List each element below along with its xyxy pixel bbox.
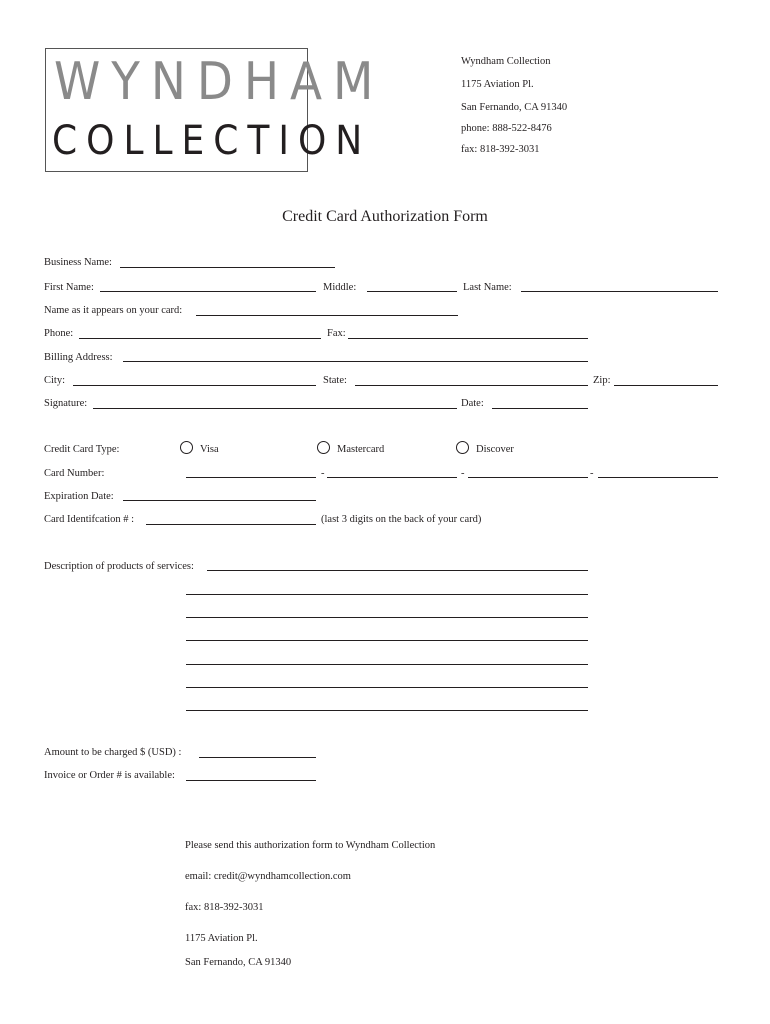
form-title: Credit Card Authorization Form [282, 208, 488, 225]
date-field[interactable] [492, 408, 588, 409]
header-address2: San Fernando, CA 91340 [461, 102, 568, 113]
date-label: Date: [461, 398, 484, 409]
name-on-card-field[interactable] [196, 315, 458, 316]
business-name-field[interactable] [120, 267, 335, 268]
billing-address-field[interactable] [123, 361, 588, 362]
card-number-group-2[interactable] [327, 477, 457, 478]
card-id-field[interactable] [146, 524, 316, 525]
zip-label: Zip: [593, 375, 611, 386]
description-line-3[interactable] [186, 617, 588, 618]
first-name-label: First Name: [44, 282, 94, 293]
logo-wordmark-bottom: COLLECTION [52, 118, 372, 164]
header-phone: phone: 888-522-8476 [461, 123, 552, 134]
description-label: Description of products of services: [44, 561, 194, 572]
city-label: City: [44, 375, 66, 386]
description-line-1[interactable] [207, 570, 588, 571]
card-type-label: Credit Card Type: [44, 444, 120, 455]
last-name-label: Last Name: [463, 282, 512, 293]
amount-field[interactable] [199, 757, 316, 758]
footer-address1: 1175 Aviation Pl. [185, 933, 258, 944]
header-company: Wyndham Collection [461, 56, 551, 67]
last-name-field[interactable] [521, 291, 718, 292]
fax-field[interactable] [348, 338, 588, 339]
middle-name-label: Middle: [323, 282, 357, 293]
card-number-group-1[interactable] [186, 477, 316, 478]
expiration-label: Expiration Date: [44, 491, 114, 502]
billing-address-label: Billing Address: [44, 352, 113, 363]
card-number-group-3[interactable] [468, 477, 588, 478]
header-address1: 1175 Aviation Pl. [461, 79, 534, 90]
phone-label: Phone: [44, 328, 74, 339]
fax-label: Fax: [327, 328, 346, 339]
footer-instruction: Please send this authorization form to Wyndham Collection [185, 840, 436, 851]
footer-fax: fax: 818-392-3031 [185, 902, 264, 913]
description-line-4[interactable] [186, 640, 588, 641]
card-number-dash-2: - [461, 468, 465, 479]
description-line-7[interactable] [186, 710, 588, 711]
header-fax: fax: 818-392-3031 [461, 144, 540, 155]
first-name-field[interactable] [100, 291, 316, 292]
card-id-note: (last 3 digits on the back of your card) [321, 514, 482, 525]
phone-field[interactable] [79, 338, 321, 339]
expiration-field[interactable] [123, 500, 316, 501]
name-on-card-label: Name as it appears on your card: [44, 305, 183, 316]
visa-label: Visa [200, 444, 219, 455]
footer-address2: San Fernando, CA 91340 [185, 957, 292, 968]
signature-label: Signature: [44, 398, 88, 409]
mastercard-label: Mastercard [337, 444, 385, 455]
zip-field[interactable] [614, 385, 718, 386]
card-id-label: Card Identifcation # : [44, 514, 135, 525]
logo-wordmark-top: WYNDHAM [54, 52, 385, 112]
description-line-2[interactable] [186, 594, 588, 595]
middle-name-field[interactable] [367, 291, 457, 292]
amount-label: Amount to be charged $ (USD) : [44, 747, 182, 758]
state-label: State: [323, 375, 347, 386]
invoice-label: Invoice or Order # is available: [44, 770, 175, 781]
card-number-group-4[interactable] [598, 477, 718, 478]
mastercard-radio[interactable] [317, 441, 330, 454]
discover-label: Discover [476, 444, 514, 455]
card-number-label: Card Number: [44, 468, 105, 479]
description-line-5[interactable] [186, 664, 588, 665]
signature-field[interactable] [93, 408, 457, 409]
business-name-label: Business Name: [44, 257, 112, 268]
footer-email: email: credit@wyndhamcollection.com [185, 871, 351, 882]
card-number-dash-1: - [321, 468, 325, 479]
card-number-dash-3: - [590, 468, 594, 479]
invoice-field[interactable] [186, 780, 316, 781]
visa-radio[interactable] [180, 441, 193, 454]
state-field[interactable] [355, 385, 588, 386]
discover-radio[interactable] [456, 441, 469, 454]
city-field[interactable] [73, 385, 316, 386]
description-line-6[interactable] [186, 687, 588, 688]
company-logo [45, 48, 385, 172]
